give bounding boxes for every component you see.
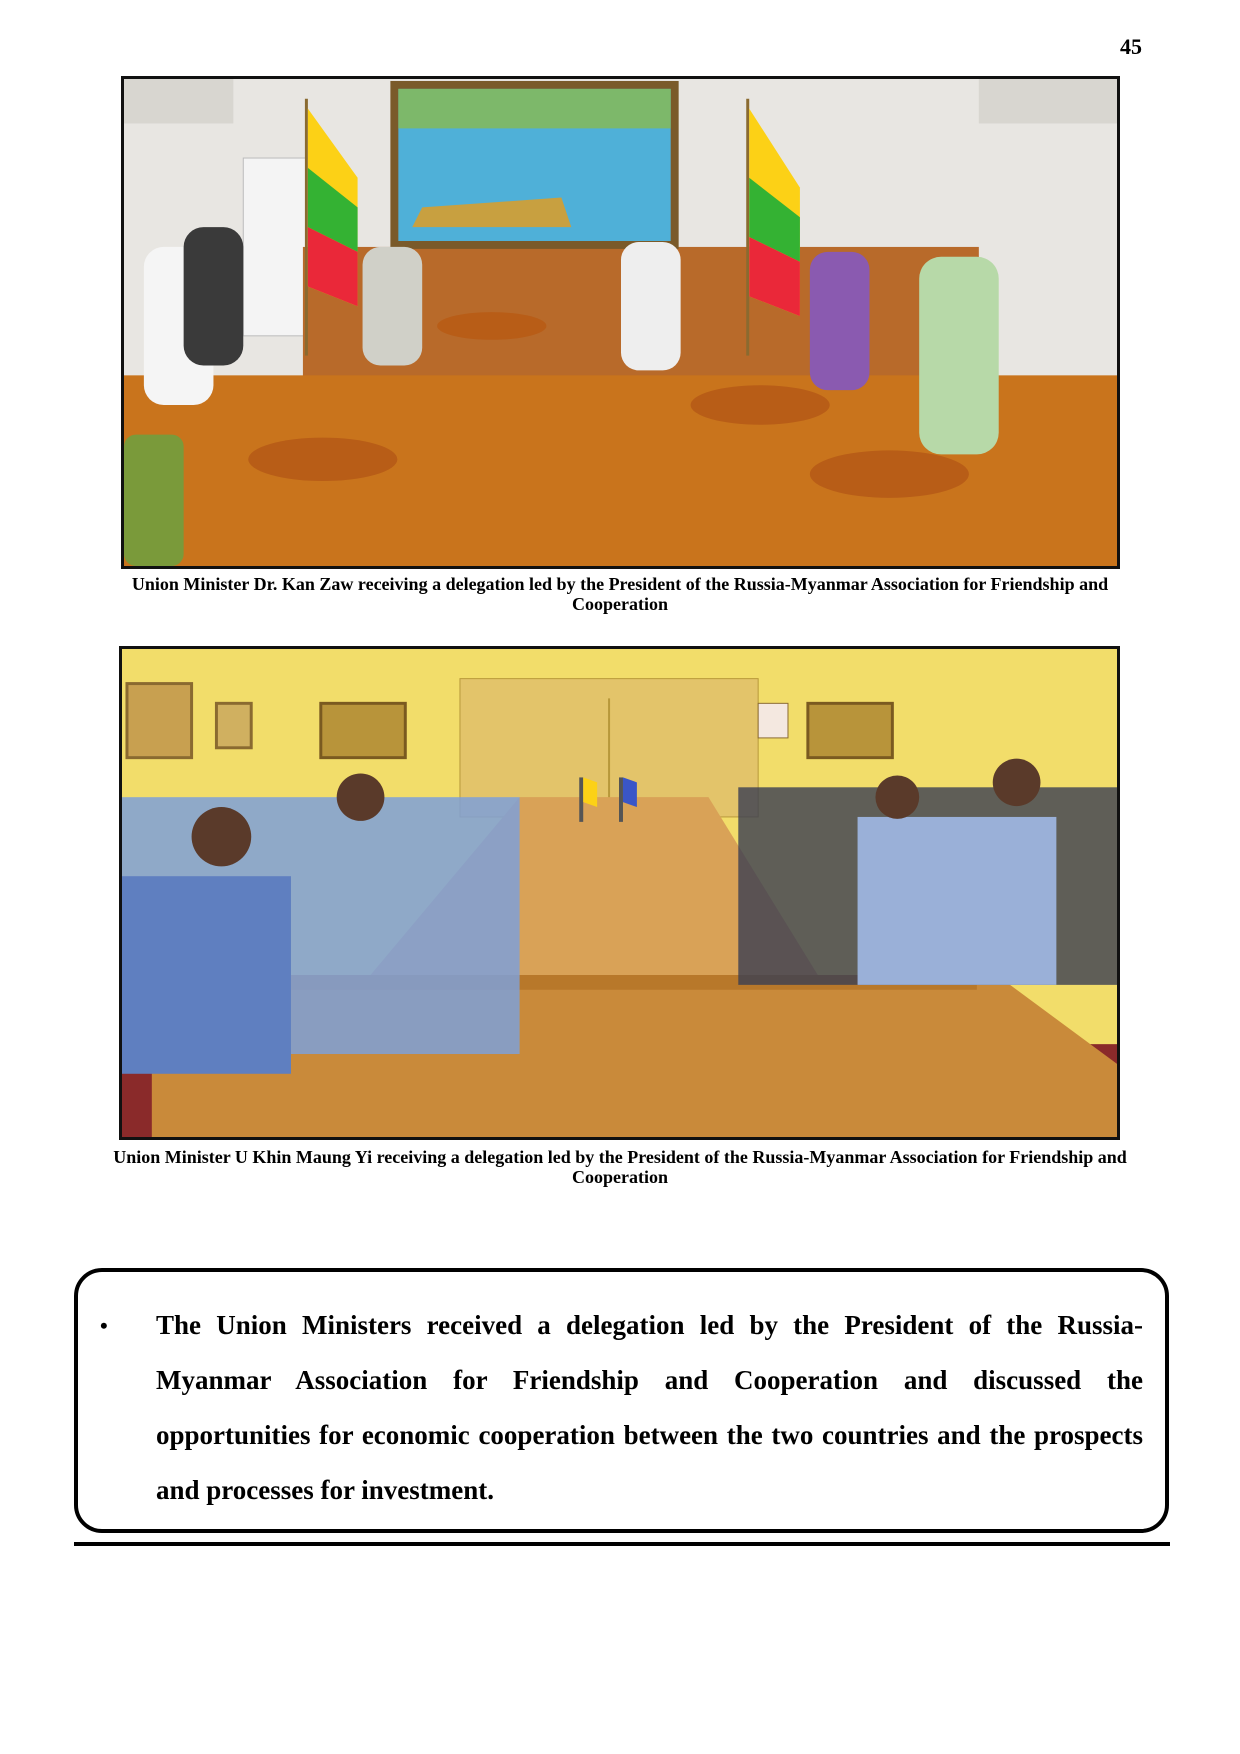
photo-caption-2: Union Minister U Khin Maung Yi receiving a delegation led by the President of the Russia-Myanmar Association for Friendship and Cooperation <box>113 1147 1127 1187</box>
summary-text: The Union Ministers received a delegation led by the President of the Russia-Myanmar Association for Friendship and Cooperation and discussed the opportunities for economic cooperation between the two countries and the prospects and processes for investment. <box>156 1310 1143 1505</box>
page-number: 45 <box>1120 34 1142 59</box>
bullet-icon: • <box>100 1313 108 1338</box>
meeting-photo-1 <box>121 76 1120 569</box>
photo-caption-1: Union Minister Dr. Kan Zaw receiving a delegation led by the President of the Russia-Myanmar Association for Friendship and Cooperation <box>131 574 1109 614</box>
summary-item <box>100 1298 1143 1518</box>
meeting-photo-1-illustration <box>124 79 1117 566</box>
meeting-photo-2 <box>119 646 1120 1140</box>
horizontal-rule <box>74 1542 1170 1546</box>
summary-list <box>100 1298 1143 1518</box>
summary-box <box>74 1268 1169 1533</box>
meeting-photo-2-illustration <box>122 649 1117 1137</box>
